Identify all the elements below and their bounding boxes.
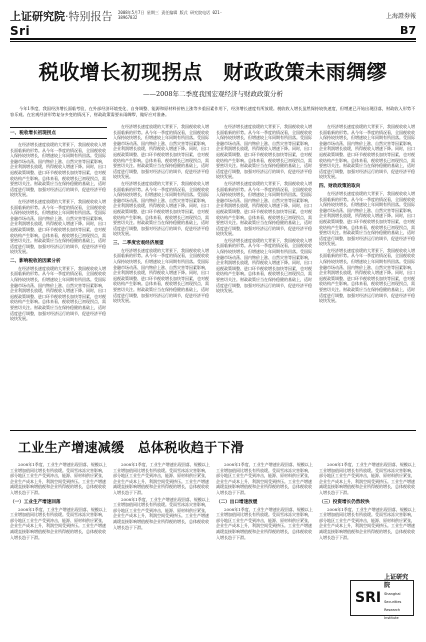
section-heading: 四、财政政策的取向 — [319, 183, 361, 189]
body-text: 在经济增长速度放缓的大背景下，我国税收收入增长面临新的形势。从今年一季度的情况看，全国税收收入保持较快增长，但增速较上年同期有所回落。受国际金融市场动荡、国内物价上涨、自然灾害等因素影响，企业利润增长放缓，所得税收入增速下降。同时，出口退税政策调整、进口环节税收增长加快等因素，也对税收结构产生影响。总体来看，税收增长已初现拐点，需要密切关注。财政政策应当在保持稳健的基础上，适时适度进行调整，加强对经济运行的调节，促进经济平稳较快发展。 — [113, 180, 209, 237]
section-heading: 三、二季度宏观经济展望 — [113, 240, 164, 246]
sri-logo-name: 上证研究院 — [384, 574, 409, 589]
section-heading: 二、影响税收的因素分析 — [10, 258, 61, 264]
column-1 — [10, 124, 107, 424]
section-heading: 一、税收增长初现拐点 — [10, 127, 107, 139]
body-text: 2008年1季度，工业生产增速出现回落，规模以上工业增加值同比增长有所放缓。受雨雪冰冻灾害影响，部分地区工业生产受到冲击，能源、原材料供应紧张，企业生产成本上升，利润空间受到挤压。工业生产增速减缓直接影响增值税和企业所得税的增长，总体税收收入增长趋于下滑。 — [319, 462, 416, 495]
body-text: 在经济增长速度放缓的大背景下，我国税收收入增长面临新的形势。从今年一季度的情况看，全国税收收入保持较快增长，但增速较上年同期有所回落。受国际金融市场动荡、国内物价上涨、自然灾害等因素影响，企业利润增长放缓，所得税收入增速下降。同时，出口退税政策调整、进口环节税收增长加快等因素，也对税收结构产生影响。总体来看，税收增长已初现拐点，需要密切关注。财政政策应当在保持稳健的基础上，适时适度进行调整，加强对经济运行的调节，促进经济平稳较快发展。 — [216, 180, 312, 237]
intro-paragraph: 今年1季度，我国经济增长面临考验，在外部经济环境变化、自身调整、能源和原材料价格上涨等多重因素作用下，经济增长速度有所放缓。税收收入增长虽然保持较快速度，但增速已开始出现回落，财政收入形势不容乐观。在宏观经济形势复杂多变的情况下，财政政策需要未雨绸缪，做好应对准备。 — [10, 106, 416, 117]
paper-title: 上证研究院 — [10, 10, 65, 23]
section-heading: （三）投资增长仍然较快 — [319, 499, 370, 505]
body-text: 在经济增长速度放缓的大背景下，我国税收收入增长面临新的形势。从今年一季度的情况看，全国税收收入保持较快增长，但增速较上年同期有所回落。受国际金融市场动荡、国内物价上涨、自然灾害等因素影响，企业利润增长放缓，所得税收入增速下降。同时，出口退税政策调整、进口环节税收增长加快等因素，也对税收结构产生影响。总体来看，税收增长已初现拐点，需要密切关注。财政政策应当在保持稳健的基础上，适时适度进行调整，加强对经济运行的调节，促进经济平稳较快发展。 — [113, 247, 209, 304]
headline-main: 税收增长初现拐点 财政政策未雨绸缪 — [38, 60, 388, 84]
column-3 — [216, 124, 313, 424]
body-text: 2008年1季度，工业生产增速出现回落，规模以上工业增加值同比增长有所放缓。受雨雪冰冻灾害影响，部分地区工业生产受到冲击，能源、原材料供应紧张，企业生产成本上升，利润空间受到挤压。工业生产增速减缓直接影响增值税和企业所得税的增长，总体税收收入增长趋于下滑。 — [10, 462, 107, 495]
masthead-rule-thin — [10, 41, 416, 42]
body-text: 2008年1季度，工业生产增速出现回落，规模以上工业增加值同比增长有所放缓。受雨雪冰冻灾害影响，部分地区工业生产受到冲击，能源、原材料供应紧张，企业生产成本上升，利润空间受到挤压。工业生产增速减缓直接影响增值税和企业所得税的增长，总体税收收入增长趋于下滑。 — [319, 506, 416, 540]
subheadline: ——2008年二季度我国宏观经济与财政政策分析 — [142, 90, 284, 98]
column-2 — [113, 124, 210, 424]
sri-logo-tagline: Shanghai Securities Research Institute — [384, 592, 402, 620]
body-text: 在经济增长速度放缓的大背景下，我国税收收入增长面临新的形势。从今年一季度的情况看，全国税收收入保持较快增长，但增速较上年同期有所回落。受国际金融市场动荡、国内物价上涨、自然灾害等因素影响，企业利润增长放缓，所得税收入增速下降。同时，出口退税政策调整、进口环节税收增长加快等因素，也对税收结构产生影响。总体来看，税收增长已初现拐点，需要密切关注。财政政策应当在保持稳健的基础上，适时适度进行调整，加强对经济运行的调节，促进经济平稳较快发展。 — [10, 265, 106, 322]
column-4 — [319, 124, 416, 424]
sri-logo-mark: SRI — [355, 590, 382, 606]
section-heading: （一）工业生产增速回落 — [10, 499, 61, 505]
body-text: 在经济增长速度放缓的大背景下，我国税收收入增长面临新的形势。从今年一季度的情况看，全国税收收入保持较快增长，但增速较上年同期有所回落。受国际金融市场动荡、国内物价上涨、自然灾害等因素影响，企业利润增长放缓，所得税收入增速下降。同时，出口退税政策调整、进口环节税收增长加快等因素，也对税收结构产生影响。总体来看，税收增长已初现拐点，需要密切关注。财政政策应当在保持稳健的基础上，适时适度进行调整，加强对经济运行的调节，促进经济平稳较快发展。 — [216, 124, 312, 180]
page-number: B7 — [399, 24, 416, 37]
body-text: 在经济增长速度放缓的大背景下，我国税收收入增长面临新的形势。从今年一季度的情况看，全国税收收入保持较快增长，但增速较上年同期有所回落。受国际金融市场动荡、国内物价上涨、自然灾害等因素影响，企业利润增长放缓，所得税收入增速下降。同时，出口退税政策调整、进口环节税收增长加快等因素，也对税收结构产生影响。总体来看，税收增长已初现拐点，需要密切关注。财政政策应当在保持稳健的基础上，适时适度进行调整，加强对经济运行的调节，促进经济平稳较快发展。 — [10, 198, 106, 255]
body-text: 在经济增长速度放缓的大背景下，我国税收收入增长面临新的形势。从今年一季度的情况看，全国税收收入保持较快增长，但增速较上年同期有所回落。受国际金融市场动荡、国内物价上涨、自然灾害等因素影响，企业利润增长放缓，所得税收入增速下降。同时，出口退税政策调整、进口环节税收增长加快等因素，也对税收结构产生影响。总体来看，税收增长已初现拐点，需要密切关注。财政政策应当在保持稳健的基础上，适时适度进行调整，加强对经济运行的调节，促进经济平稳较快发展。 — [216, 237, 312, 294]
column-1 — [10, 462, 107, 642]
masthead-rule — [10, 38, 416, 40]
body-text: 在经济增长速度放缓的大背景下，我国税收收入增长面临新的形势。从今年一季度的情况看，全国税收收入保持较快增长，但增速较上年同期有所回落。受国际金融市场动荡、国内物价上涨、自然灾害等因素影响，企业利润增长放缓，所得税收入增速下降。同时，出口退税政策调整、进口环节税收增长加快等因素，也对税收结构产生影响。总体来看，税收增长已初现拐点，需要密切关注。财政政策应当在保持稳健的基础上，适时适度进行调整，加强对经济运行的调节，促进经济平稳较快发展。 — [113, 124, 209, 180]
sri-logo-text — [384, 574, 409, 622]
article1-columns — [10, 124, 416, 424]
masthead — [10, 8, 416, 42]
sri-logo — [350, 574, 414, 620]
sri-label: Sri — [10, 24, 31, 38]
newspaper-logo-text: 上海證券報 — [385, 13, 416, 20]
section-divider — [10, 430, 416, 431]
issue-meta: 2008年5月7日 星期三 责任编辑 版式 研究院电话 021-38967832 — [118, 10, 223, 20]
body-text: 2008年1季度，工业生产增速出现回落，规模以上工业增加值同比增长有所放缓。受雨雪冰冻灾害影响，部分地区工业生产受到冲击，能源、原材料供应紧张，企业生产成本上升，利润空间受到挤压。工业生产增速减缓直接影响增值税和企业所得税的增长，总体税收收入增长趋于下滑。 — [113, 496, 210, 530]
section-heading: （二）出口增速放缓 — [216, 499, 258, 505]
body-text: 2008年1季度，工业生产增速出现回落，规模以上工业增加值同比增长有所放缓。受雨雪冰冻灾害影响，部分地区工业生产受到冲击，能源、原材料供应紧张，企业生产成本上升，利润空间受到挤压。工业生产增速减缓直接影响增值税和企业所得税的增长，总体税收收入增长趋于下滑。 — [216, 506, 313, 540]
column-3 — [216, 462, 313, 642]
section-label: ·特别报告 — [65, 10, 113, 23]
body-text: 2008年1季度，工业生产增速出现回落，规模以上工业增加值同比增长有所放缓。受雨雪冰冻灾害影响，部分地区工业生产受到冲击，能源、原材料供应紧张，企业生产成本上升，利润空间受到挤压。工业生产增速减缓直接影响增值税和企业所得税的增长，总体税收收入增长趋于下滑。 — [10, 506, 107, 540]
column-2 — [113, 462, 210, 642]
body-text: 在经济增长速度放缓的大背景下，我国税收收入增长面临新的形势。从今年一季度的情况看，全国税收收入保持较快增长，但增速较上年同期有所回落。受国际金融市场动荡、国内物价上涨、自然灾害等因素影响，企业利润增长放缓，所得税收入增速下降。同时，出口退税政策调整、进口环节税收增长加快等因素，也对税收结构产生影响。总体来看，税收增长已初现拐点，需要密切关注。财政政策应当在保持稳健的基础上，适时适度进行调整，加强对经济运行的调节，促进经济平稳较快发展。 — [319, 247, 415, 304]
body-text: 2008年1季度，工业生产增速出现回落，规模以上工业增加值同比增长有所放缓。受雨雪冰冻灾害影响，部分地区工业生产受到冲击，能源、原材料供应紧张，企业生产成本上升，利润空间受到挤压。工业生产增速减缓直接影响增值税和企业所得税的增长，总体税收收入增长趋于下滑。 — [113, 462, 210, 495]
body-text: 在经济增长速度放缓的大背景下，我国税收收入增长面临新的形势。从今年一季度的情况看，全国税收收入保持较快增长，但增速较上年同期有所回落。受国际金融市场动荡、国内物价上涨、自然灾害等因素影响，企业利润增长放缓，所得税收入增速下降。同时，出口退税政策调整、进口环节税收增长加快等因素，也对税收结构产生影响。总体来看，税收增长已初现拐点，需要密切关注。财政政策应当在保持稳健的基础上，适时适度进行调整，加强对经济运行的调节，促进经济平稳较快发展。 — [319, 124, 415, 180]
body-text: 在经济增长速度放缓的大背景下，我国税收收入增长面临新的形势。从今年一季度的情况看，全国税收收入保持较快增长，但增速较上年同期有所回落。受国际金融市场动荡、国内物价上涨、自然灾害等因素影响，企业利润增长放缓，所得税收入增速下降。同时，出口退税政策调整、进口环节税收增长加快等因素，也对税收结构产生影响。总体来看，税收增长已初现拐点，需要密切关注。财政政策应当在保持稳健的基础上，适时适度进行调整，加强对经济运行的调节，促进经济平稳较快发展。 — [10, 142, 106, 198]
headline-secondary: 工业生产增速减缓 总体税收趋于下滑 — [18, 441, 245, 456]
body-text: 在经济增长速度放缓的大背景下，我国税收收入增长面临新的形势。从今年一季度的情况看，全国税收收入保持较快增长，但增速较上年同期有所回落。受国际金融市场动荡、国内物价上涨、自然灾害等因素影响，企业利润增长放缓，所得税收入增速下降。同时，出口退税政策调整、进口环节税收增长加快等因素，也对税收结构产生影响。总体来看，税收增长已初现拐点，需要密切关注。财政政策应当在保持稳健的基础上，适时适度进行调整，加强对经济运行的调节，促进经济平稳较快发展。 — [319, 190, 415, 247]
paper-name — [10, 8, 113, 24]
body-text: 2008年1季度，工业生产增速出现回落，规模以上工业增加值同比增长有所放缓。受雨雪冰冻灾害影响，部分地区工业生产受到冲击，能源、原材料供应紧张，企业生产成本上升，利润空间受到挤压。工业生产增速减缓直接影响增值税和企业所得税的增长，总体税收收入增长趋于下滑。 — [216, 462, 313, 495]
